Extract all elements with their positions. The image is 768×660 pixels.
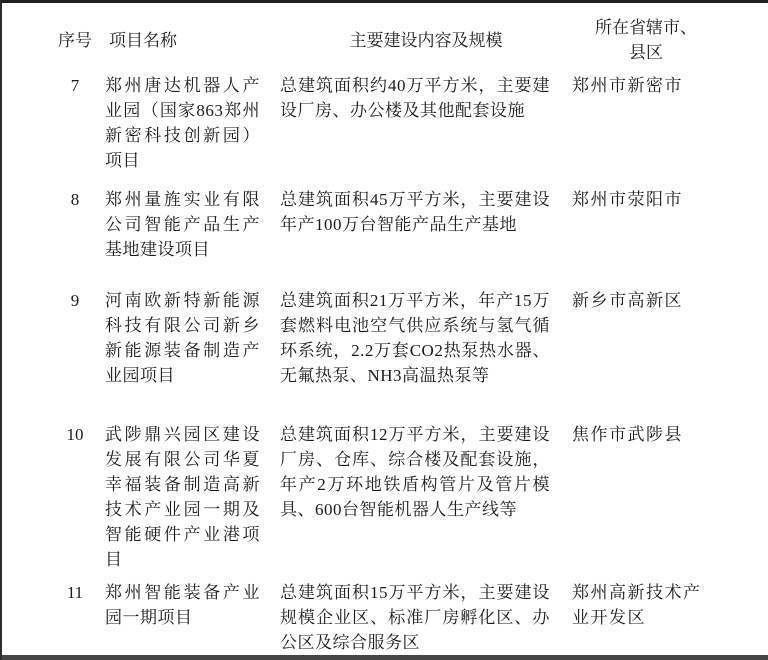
location-cell — [572, 73, 768, 98]
header-cell-location — [572, 15, 768, 65]
header-cell-project-name: 项目名称 — [109, 30, 177, 50]
project-name-cell — [105, 73, 280, 173]
location-text: 郑州高新技术产业开发区 — [572, 583, 702, 627]
table-row — [2, 422, 768, 572]
project-name-cell — [105, 580, 280, 630]
project-name-cell — [105, 422, 280, 572]
location-text: 新乡市高新区 — [572, 291, 683, 310]
row-number: 9 — [70, 291, 80, 310]
table-header-row — [2, 15, 768, 65]
location-text: 焦作市武陟县 — [572, 425, 683, 444]
projects-table — [2, 3, 768, 655]
location-text: 郑州市荥阳市 — [572, 190, 683, 209]
project-name-text: 武陟鼎兴园区建设发展有限公司华夏幸福装备制造高新技术产业园一期及智能硬件产业港项目 — [105, 425, 260, 569]
project-name-text: 郑州量旌实业有限公司智能产品生产基地建设项目 — [105, 190, 260, 259]
header-cell-no: 序号 — [58, 30, 92, 50]
row-number: 7 — [70, 76, 80, 95]
construction-content-cell — [280, 288, 572, 388]
construction-content-text: 总建筑面积15万平方米，主要建设规模企业区、标准厂房孵化区、办公区及综合服务区 — [280, 583, 550, 652]
table-row — [2, 73, 768, 173]
construction-content-text: 总建筑面积12万平方米，主要建设厂房、仓库、综合楼及配套设施，年产2万环地铁盾构管片及管片模具、600台智能机器人生产线等 — [280, 425, 550, 519]
project-name-text: 郑州智能装备产业园一期项目 — [105, 583, 260, 627]
construction-content-text: 总建筑面积45万平方米，主要建设年产100万台智能产品生产基地 — [280, 190, 550, 234]
project-name-cell — [105, 288, 280, 388]
location-cell — [572, 422, 768, 447]
construction-content-text: 总建筑面积21万平方米，年产15万套燃料电池空气供应系统与氢气循环系统，2.2万套CO2热泵热水器、无氟热泵、NH3高温热泵等 — [280, 291, 550, 385]
project-name-text: 河南欧新特新能源科技有限公司新乡新能源装备制造产业园项目 — [105, 291, 260, 385]
location-cell — [572, 187, 768, 212]
construction-content-cell — [280, 580, 572, 655]
construction-content-cell — [280, 187, 572, 237]
construction-content-text: 总建筑面积约40万平方米，主要建设厂房、办公楼及其他配套设施 — [280, 76, 550, 120]
project-name-text: 郑州唐达机器人产业园（国家863郑州新密科技创新园）项目 — [105, 76, 260, 170]
project-name-cell — [105, 187, 280, 262]
row-number: 8 — [70, 190, 80, 209]
location-cell — [572, 288, 768, 313]
location-text: 郑州市新密市 — [572, 76, 683, 95]
table-row — [2, 288, 768, 388]
page-bottom-rule — [2, 655, 768, 660]
row-number: 11 — [66, 583, 84, 602]
header-cell-location-text: 所在省辖市、县区 — [595, 18, 697, 62]
table-row — [2, 187, 768, 262]
table-row — [2, 580, 768, 655]
header-cell-construction-content: 主要建设内容及规模 — [349, 30, 503, 50]
construction-content-cell — [280, 73, 572, 123]
construction-content-cell — [280, 422, 572, 522]
location-cell — [572, 580, 768, 630]
row-number: 10 — [66, 425, 84, 444]
